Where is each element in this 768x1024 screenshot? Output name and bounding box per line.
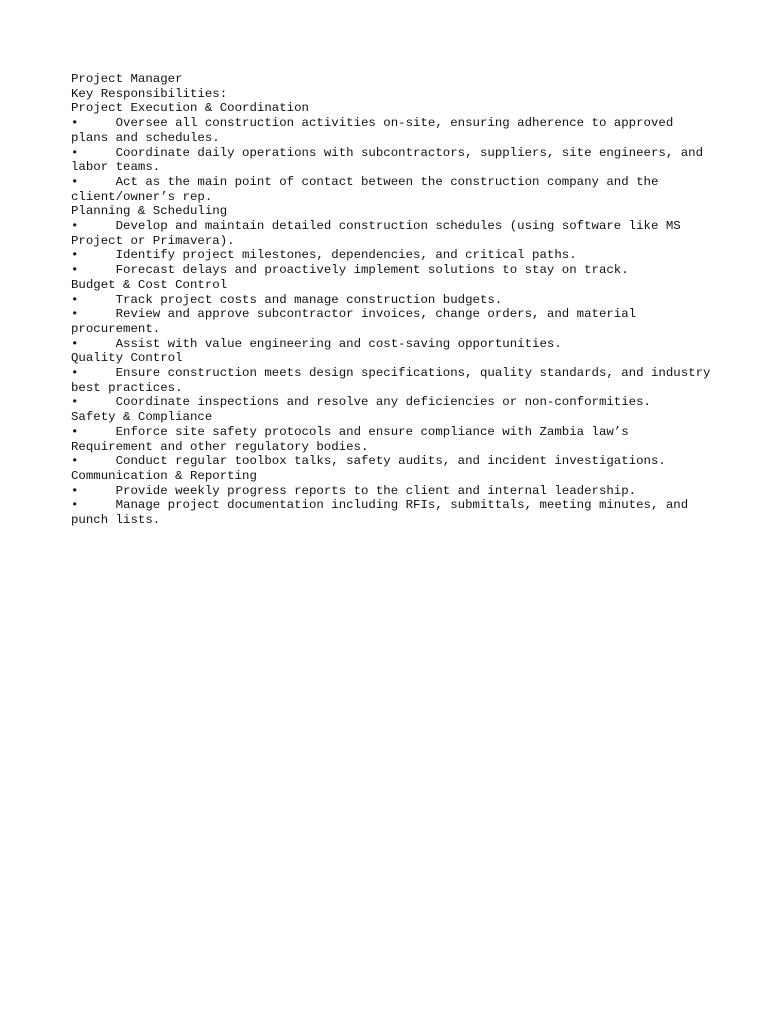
- section-heading: Project Execution & Coordination: [71, 101, 309, 116]
- list-item-text: Oversee all construction activities on-site, ensuring adherence to approved plans and schedules.: [71, 116, 681, 145]
- list-item: [71, 307, 711, 336]
- list-item: [71, 263, 711, 278]
- list-item: [71, 366, 718, 395]
- bullet-icon: •: [71, 307, 116, 322]
- list-item: [71, 454, 711, 469]
- list-item-text: Enforce site safety protocols and ensure compliance with Zambia law’s Requirement and other regulatory bodies.: [71, 424, 637, 454]
- bullet-icon: •: [71, 424, 116, 439]
- bullet-icon: •: [71, 483, 116, 498]
- list-item-text: Coordinate inspections and resolve any deficiencies or non-conformities.: [115, 395, 651, 410]
- section-heading: Budget & Cost Control: [71, 277, 228, 292]
- list-item-text: Conduct regular toolbox talks, safety audits, and incident investigations.: [115, 454, 666, 469]
- list-item-text: Track project costs and manage construction budgets.: [115, 292, 503, 307]
- list-item: [71, 116, 711, 145]
- list-item: [71, 293, 711, 308]
- section-heading: Quality Control: [71, 351, 183, 366]
- list-item-text: Identify project milestones, dependencies, and critical paths.: [115, 248, 577, 263]
- list-item-text: Assist with value engineering and cost-saving opportunities.: [115, 336, 562, 351]
- list-item: [71, 146, 711, 175]
- bullet-icon: •: [71, 395, 116, 410]
- document-subtitle: Key Responsibilities:: [71, 86, 228, 101]
- list-item: [71, 219, 711, 248]
- list-item: [71, 337, 711, 352]
- bullet-icon: •: [71, 174, 116, 189]
- bullet-icon: •: [71, 116, 116, 131]
- list-item: [71, 175, 711, 204]
- bullet-icon: •: [71, 454, 116, 469]
- bullet-icon: •: [71, 336, 116, 351]
- list-item: [71, 425, 711, 454]
- list-item-text: Forecast delays and proactively implement solutions to stay on track.: [115, 263, 629, 278]
- document-body: [71, 72, 718, 528]
- section-heading: Planning & Scheduling: [71, 204, 228, 219]
- bullet-icon: •: [71, 498, 116, 513]
- list-item-text: Provide weekly progress reports to the client and internal leadership.: [115, 483, 637, 498]
- list-item: [71, 395, 711, 410]
- list-item-text: Develop and maintain detailed construction schedules (using software like MS Project or Primavera).: [71, 219, 689, 248]
- list-item-text: Manage project documentation including RFIs, submittals, meeting minutes, and punch lists.: [71, 498, 696, 528]
- bullet-icon: •: [71, 263, 116, 278]
- bullet-icon: •: [71, 366, 116, 381]
- document-title: Project Manager: [71, 72, 183, 86]
- section-heading: Communication & Reporting: [71, 468, 257, 483]
- bullet-icon: •: [71, 145, 116, 160]
- list-item: [71, 484, 711, 499]
- section-heading: Safety & Compliance: [71, 410, 213, 425]
- bullet-icon: •: [71, 292, 116, 307]
- list-item-text: Review and approve subcontractor invoices, change orders, and material procurement.: [71, 307, 644, 336]
- bullet-icon: •: [71, 248, 116, 263]
- list-item-text: Act as the main point of contact between the construction company and the client/owner’s rep.: [71, 174, 666, 204]
- list-item-text: Ensure construction meets design specifications, quality standards, and industry best practices.: [71, 366, 718, 395]
- list-item-text: Coordinate daily operations with subcontractors, suppliers, site engineers, and labor teams.: [71, 145, 711, 175]
- bullet-icon: •: [71, 219, 116, 234]
- sections-container: [71, 101, 718, 528]
- list-item: [71, 248, 711, 263]
- list-item: [71, 498, 711, 527]
